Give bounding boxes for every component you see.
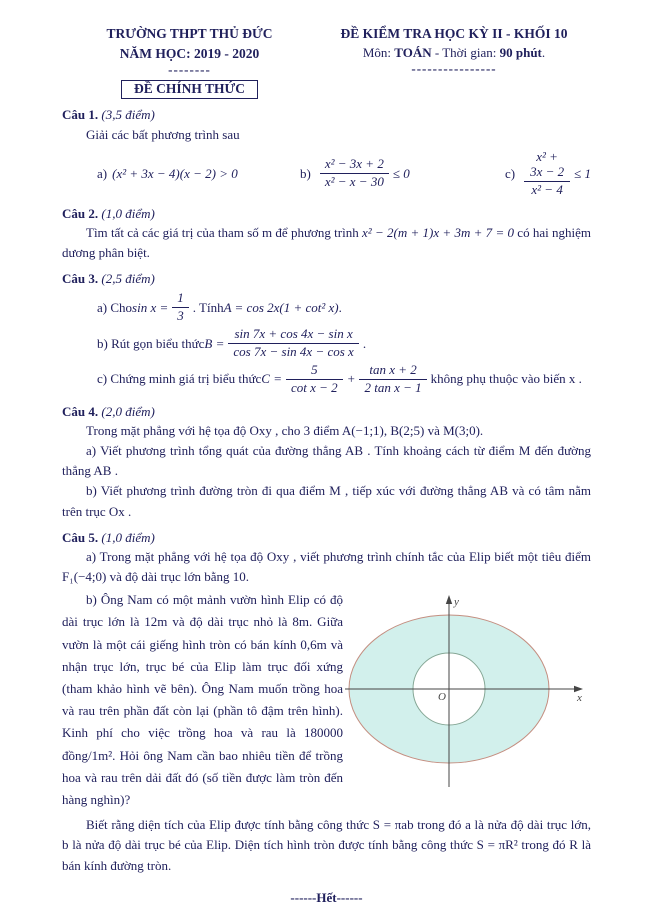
right-divider-dashes: ---------------- — [411, 61, 497, 77]
question-3c-post: không phụ thuộc vào biến x . — [430, 371, 582, 387]
question-1-intro: Giải các bất phương trình sau — [86, 126, 240, 142]
time-value: 90 phút — [499, 44, 542, 60]
question-3-label: Câu 3. — [62, 271, 99, 287]
question-1-points: (3,5 điểm) — [101, 107, 155, 123]
question-5-points: (1,0 điểm) — [101, 529, 155, 545]
question-2-post: có hai nghiệm dương phân biệt. — [62, 224, 591, 260]
question-2-pre: Tìm tất cả các giá trị của tham số m để phương trình — [86, 224, 362, 240]
question-3b-pre: b) Rút gọn biểu thức — [97, 335, 205, 351]
question-4-intro: Trong mặt phẳng với hệ tọa độ Oxy , cho 3 điểm A(−1;1), B(2;5) và M(3;0). — [86, 423, 484, 439]
question-3c-lhs: C = — [261, 371, 282, 387]
question-1c — [505, 150, 591, 198]
question-1a-expression: (x² + 3x − 4)(x − 2) > 0 — [112, 165, 238, 181]
fraction-numerator: x² − 3x + 2 — [324, 156, 384, 172]
subject-prefix: Môn: — [362, 44, 395, 60]
fraction-denominator: cos 7x − sin 4x − cos x — [228, 343, 358, 360]
question-3c-fraction-2 — [359, 363, 426, 396]
time-end: . — [541, 44, 546, 60]
question-3-points: (2,5 điểm) — [101, 271, 155, 287]
question-3c-fraction-1 — [286, 363, 343, 396]
question-3c-pre: c) Chứng minh giá trị biểu thức — [97, 371, 262, 387]
subject-line — [317, 44, 591, 63]
official-stamp-box: ĐỀ CHÍNH THỨC — [121, 80, 258, 99]
time-prefix: - Thời gian: — [431, 44, 500, 60]
question-1c-fraction — [524, 150, 570, 198]
question-1b-fraction — [320, 157, 389, 190]
question-1c-tag: c) — [505, 165, 516, 181]
question-3b-fraction — [228, 327, 358, 360]
question-1a — [62, 166, 300, 182]
page-header — [62, 24, 591, 99]
question-2-equation: x² − 2(m + 1)x + 3m + 7 = 0 — [362, 224, 515, 240]
question-1-label: Câu 1. — [62, 107, 99, 123]
question-2-text — [62, 223, 591, 263]
fraction-denominator: 2 tan x − 1 — [359, 379, 426, 396]
question-5-heading — [62, 529, 591, 547]
fraction-denominator: x² − x − 30 — [320, 173, 389, 190]
question-3-heading — [62, 270, 591, 288]
fraction-numerator: 5 — [311, 361, 318, 377]
question-1-parts — [62, 150, 591, 198]
question-3c — [97, 363, 591, 396]
fraction-numerator: 1 — [177, 290, 184, 306]
question-4a: a) Viết phương trình tổng quát của đường thẳng AB . Tính khoảng cách từ điểm M đến đường thẳng AB . — [62, 443, 591, 479]
question-3a-end: . — [338, 299, 342, 315]
question-5b-section — [62, 589, 591, 811]
origin-label: O — [438, 691, 446, 704]
question-5b-figure-wrap — [343, 589, 591, 811]
question-4-points: (2,0 điểm) — [101, 403, 155, 419]
fraction-denominator: x² − 4 — [524, 181, 570, 198]
question-2-heading — [62, 205, 591, 223]
y-axis-arrow-icon — [446, 595, 452, 604]
question-2-points: (1,0 điểm) — [101, 205, 155, 221]
question-4b: b) Viết phương trình đường tròn đi qua điểm M , tiếp xúc với đường thẳng AB và có tâm nằm trên trục Ox . — [62, 483, 591, 519]
question-2-label: Câu 2. — [62, 205, 99, 221]
fraction-numerator: x² + 3x − 2 — [530, 148, 565, 179]
question-3a-mid: . Tính — [192, 299, 224, 315]
question-1-heading — [62, 106, 591, 124]
fraction-numerator: sin 7x + cos 4x − sin x — [234, 326, 353, 342]
question-1a-tag: a) — [97, 165, 108, 181]
question-4-heading — [62, 403, 591, 421]
left-divider-dashes: -------- — [168, 62, 211, 78]
question-3b-end: . — [362, 335, 367, 351]
question-3c-plus: + — [346, 371, 356, 387]
fraction-numerator: tan x + 2 — [369, 361, 417, 377]
question-3a — [97, 291, 591, 324]
subject-name: TOÁN — [394, 44, 432, 60]
question-5b-text: b) Ông Nam có một mảnh vườn hình Elip có độ dài trục lớn là 12m và độ dài trục nhỏ là 8m. Giữa vườn là một cái giếng hình tròn có bán kính 0,6m và nhận trục lớn, trục bé của Elip làm trục đối xứng (tham khảo hình vẽ bên). Ông Nam muốn trồng hoa và rau trên phần đất còn lại (phần tô đậm trên hình). Kinh phí cho việc trồng hoa và rau là 180000 đồng/1m². Hỏi ông Nam cần bao nhiêu tiền để trồng hoa và rau trên dải đất đó (số tiền được làm tròn đến hàng nghìn)? — [62, 592, 343, 808]
end-of-exam-marker: ------Hết------ — [290, 889, 363, 905]
question-3b-lhs: B = — [204, 335, 225, 351]
header-left — [62, 24, 317, 99]
school-name: TRƯỜNG THPT THỦ ĐỨC — [106, 26, 273, 41]
question-5-label: Câu 5. — [62, 529, 99, 545]
x-axis-label: x — [577, 692, 582, 705]
question-3a-fraction — [172, 291, 189, 324]
ellipse-garden-figure — [343, 593, 591, 791]
fraction-denominator: 3 — [172, 307, 189, 324]
question-1c-relation: ≤ 1 — [574, 165, 591, 181]
question-1b-tag: b) — [300, 165, 311, 181]
school-year: NĂM HỌC: 2019 - 2020 — [119, 45, 260, 61]
exam-title: ĐỀ KIỂM TRA HỌC KỲ II - KHỐI 10 — [340, 26, 568, 41]
fraction-denominator: cot x − 2 — [286, 379, 343, 396]
question-1b — [300, 157, 505, 190]
question-5a: a) Trong mặt phẳng với hệ tọa độ Oxy , viết phương trình chính tắc của Elip biết một tiêu điểm F₁(−4;0) và độ dài trục lớn bằng 10. — [62, 548, 591, 585]
question-1b-relation: ≤ 0 — [392, 165, 410, 181]
y-axis-label: y — [454, 596, 459, 609]
question-3b — [97, 327, 591, 360]
header-right — [317, 24, 591, 99]
question-3a-pre: a) Cho — [97, 299, 133, 315]
area-formula-note: Biết rằng diện tích của Elip được tính bằng công thức S = πab trong đó a là nửa độ dài trục lớn, b là nửa độ dài trục bé của Elip. Diện tích hình tròn được tính bằng công thức S = πR² trong đó R là bán kính đường tròn. — [62, 817, 591, 873]
question-3a-expression: A = cos 2x(1 + cot² x) — [223, 299, 339, 315]
question-3a-sin: sin x = — [132, 299, 169, 315]
question-4-label: Câu 4. — [62, 403, 99, 419]
